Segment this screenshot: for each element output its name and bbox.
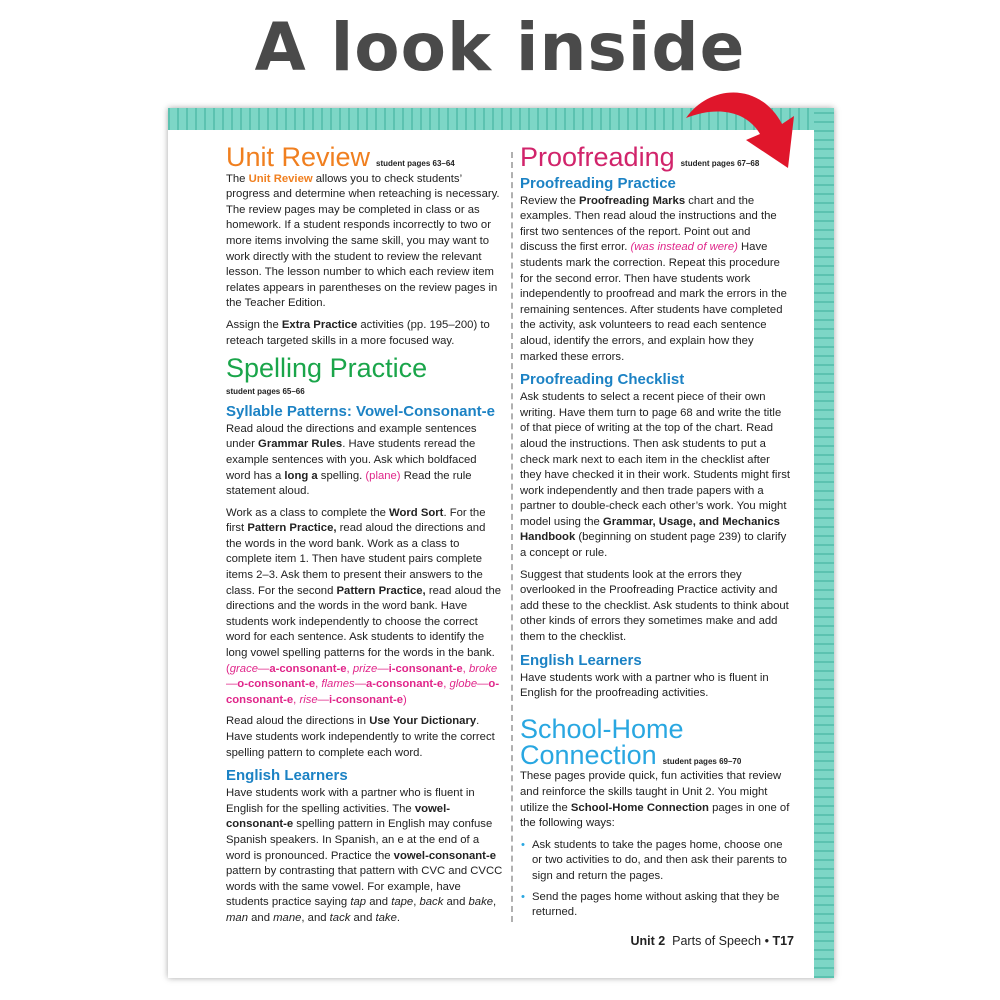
school-home-heading — [520, 713, 790, 770]
school-home-list — [520, 838, 790, 921]
unit-review-title: Unit Review — [226, 142, 371, 172]
spelling-answer-key: (grace—a-consonant-e, prize—i-consonant-e, broke—o-consonant-e, flames—a-consonant-e, globe—o-consonant-e, rise—i-consonant-e) — [226, 662, 500, 706]
unit-review-pages: student pages 63–64 — [376, 159, 455, 168]
proofreading-practice-paragraph: Review the Proofreading Marks chart and the examples. Then read aloud the instructions and the first two sentences of the report. Point out and discuss the first error. (was instead of were) Have students mark the correction. Repeat this procedure for the second error. Then have students work independently to proofread and mark the errors in the remaining sentences. After students have completed the activity, ask volunteers to read each sentence aloud, identify the errors, and explain how they marked these errors. — [520, 194, 787, 363]
list-item: • Ask students to take the pages home, choose one or two activities to do, and then ask their parents to sign and return the pages. — [521, 838, 787, 882]
school-home-pages: student pages 69–70 — [662, 756, 742, 766]
column-divider — [511, 152, 513, 922]
textbook-page — [168, 108, 834, 978]
proofreading-english-learners-paragraph: Have students work with a partner who is fluent in English for the proofreading activities. — [520, 671, 769, 700]
bullet-icon: • — [521, 890, 525, 903]
proofreading-english-learners-heading: English Learners — [520, 651, 642, 669]
spelling-paragraph-3: Read aloud the directions in Use Your Dictionary. Have students work independently to write the correct spelling pattern to complete each word. — [226, 715, 495, 759]
spelling-english-learners-heading: English Learners — [226, 767, 348, 785]
list-item: • Send the pages home without asking that they be returned. — [521, 890, 780, 919]
spelling-paragraph-2: Work as a class to complete the Word Sort. For the first Pattern Practice, read aloud the directions and the words in the word bank. Work as a class to complete item 1. Then have student pairs complete items 2–3. Ask them to present their answers to the class. For the second Pattern Practice, read aloud the directions and the words in the word bank. Have students work independently to choose the correct word for each sentence. Ask students to identify the long vowel spelling patterns for the words in the bank. (grace—a-consonant-e, prize—i-consonant-e, broke—o-consonant-e, flames—a-consonant-e, globe—o-consonant-e, rise—i-consonant-e) — [226, 506, 502, 706]
proofreading-checklist-paragraph: Ask students to select a recent piece of their own writing. Have them turn to page 68 and write the title of that piece of writing at the top of the chart. Read aloud the instructions. Then ask students to put a check mark next to each item in the checklist after they have checked it in their work. Students might first work independently and then trade papers with a partner to double-check each other’s work. You might model using the Grammar, Usage, and Mechanics Handbook (beginning on student page 239) to clarify a concept or rule. — [520, 391, 790, 560]
curved-arrow-icon — [680, 84, 810, 174]
footer-unit: Unit 2 — [630, 934, 666, 948]
proofreading-checklist-paragraph-2: Suggest that students look at the errors they overlooked in the Proofreading Practice activity and add these to the checklist. Ask students to think about other kinds of errors they sometimes make and add them to the checklist. — [520, 568, 789, 644]
school-home-paragraph: These pages provide quick, fun activities that review and reinforce the skills taught in Unit 2. You might utilize the School-Home Connection pages in one of the following ways: — [520, 770, 790, 830]
proofreading-checklist-heading: Proofreading Checklist — [520, 371, 685, 389]
unit-review-paragraph: The Unit Review allows you to check students’ progress and determine when reteaching is necessary. The review pages may be completed in class or as homework. If a student responds incorrectly to two or more items involving the same skill, you may want to work directly with the student to review the relevant lesson. The lesson number to which each review item relates appears in parentheses on the review pages in the Teacher Edition. — [226, 172, 500, 310]
school-home-title-line2: Connection — [520, 739, 657, 770]
spelling-english-learners-paragraph: Have students work with a partner who is fluent in English for the spelling activities. The vowel-consonant-e spelling pattern in English may confuse Spanish speakers. In Spanish, an e at the end of a word is pronounced. Practice the vowel-consonant-e pattern by contrasting that pattern with CVC and CVCC words with the same vowel. For example, have students practice saying tap and tape, back and bake, man and mane, and tack and take. — [226, 787, 503, 924]
footer-separator: • — [764, 934, 769, 948]
syllable-patterns-heading: Syllable Patterns: Vowel-Consonant-e — [226, 402, 495, 420]
spelling-practice-title: Spelling Practice — [226, 353, 428, 384]
bullet-icon: • — [521, 838, 525, 851]
school-home-title-line1: School-Home — [520, 713, 684, 744]
footer-page-number: T17 — [772, 934, 794, 948]
proofreading-practice-heading: Proofreading Practice — [520, 174, 676, 192]
page-footer — [630, 934, 794, 948]
proofreading-pages: student pages 67–68 — [680, 159, 760, 168]
proofreading-title: Proofreading — [520, 142, 675, 172]
extra-practice-paragraph: Assign the Extra Practice activities (pp. 195–200) to reteach targeted skills in a more focused way. — [226, 318, 490, 347]
left-column — [226, 144, 504, 933]
spelling-practice-pages: student pages 65–66 — [226, 387, 305, 397]
footer-section: Parts of Speech — [672, 934, 762, 948]
unit-review-heading — [226, 144, 504, 172]
decorative-right-border — [814, 108, 834, 978]
headline: A look inside — [254, 9, 746, 86]
right-column — [520, 144, 790, 926]
spelling-paragraph-1: Read aloud the directions and example sentences under Grammar Rules. Have students reread the example sentences with you. Ask which boldfaced word has a long a spelling. (plane) Read the rule statement aloud. — [226, 422, 477, 498]
